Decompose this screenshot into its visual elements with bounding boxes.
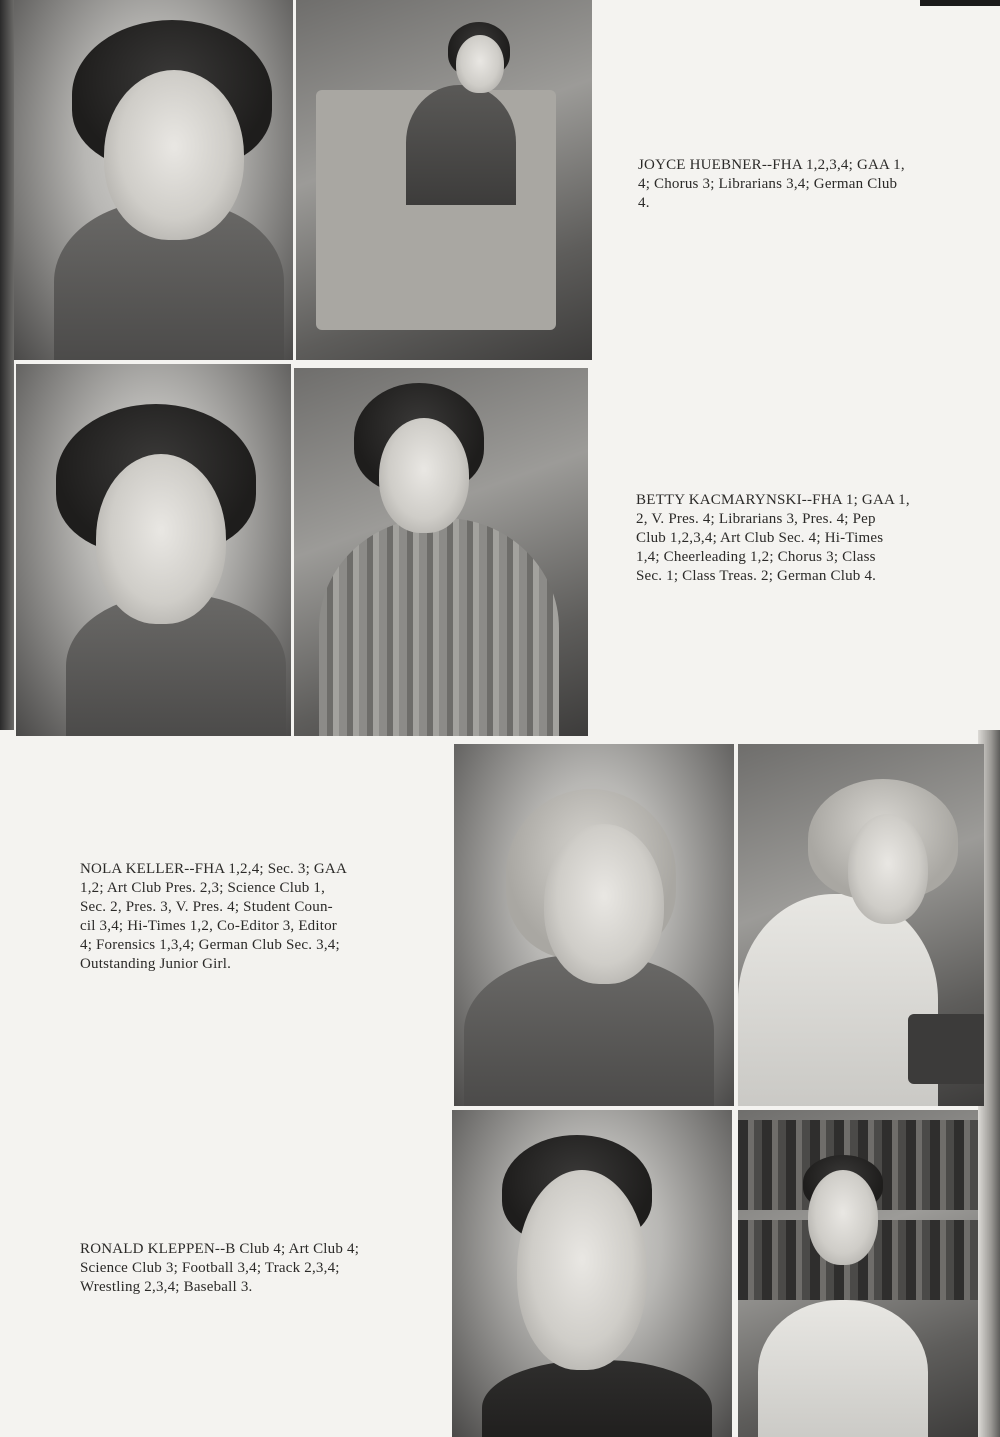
student-caption-ronald-kleppen: RONALD KLEPPEN--B Club 4; Art Club 4; Science Club 3; Football 3,4; Track 2,3,4; Wrestling 2,3,4; Baseball 3. (80, 1241, 360, 1295)
candid-photo-betty-kacmarynski (294, 368, 588, 736)
candid-photo-ronald-kleppen (738, 1110, 978, 1437)
candid-photo-nola-keller (738, 744, 984, 1106)
page-binding-shadow (0, 0, 14, 730)
student-caption-betty-kacmarynski: BETTY KACMARYNSKI--FHA 1; GAA 1, 2, V. Pres. 4; Librarians 3, Pres. 4; Pep Club 1,2,3,4; Art Club Sec. 4; Hi-Times 1,4; Cheerleading 1,2; Chorus 3; Class Sec. 1; Class Treas. 2; German Club 4. (636, 492, 910, 584)
page-top-edge (920, 0, 1000, 6)
student-caption-joyce-huebner: JOYCE HUEBNER--FHA 1,2,3,4; GAA 1, 4; Chorus 3; Librarians 3,4; German Club 4. (638, 157, 905, 211)
student-caption-nola-keller: NOLA KELLER--FHA 1,2,4; Sec. 3; GAA 1,2; Art Club Pres. 2,3; Science Club 1, Sec. 2, Pres. 3, V. Pres. 4; Student Coun- cil 3,4; Hi-Times 1,2, Co-Editor 3, Editor 4; Forensics 1,3,4; German Club Sec. 3,4; Outstanding Junior Girl. (80, 861, 347, 972)
portrait-photo-betty-kacmarynski (16, 364, 291, 736)
portrait-photo-nola-keller (454, 744, 734, 1106)
candid-photo-joyce-huebner (296, 0, 592, 360)
portrait-photo-ronald-kleppen (452, 1110, 732, 1437)
portrait-photo-joyce-huebner (14, 0, 293, 360)
